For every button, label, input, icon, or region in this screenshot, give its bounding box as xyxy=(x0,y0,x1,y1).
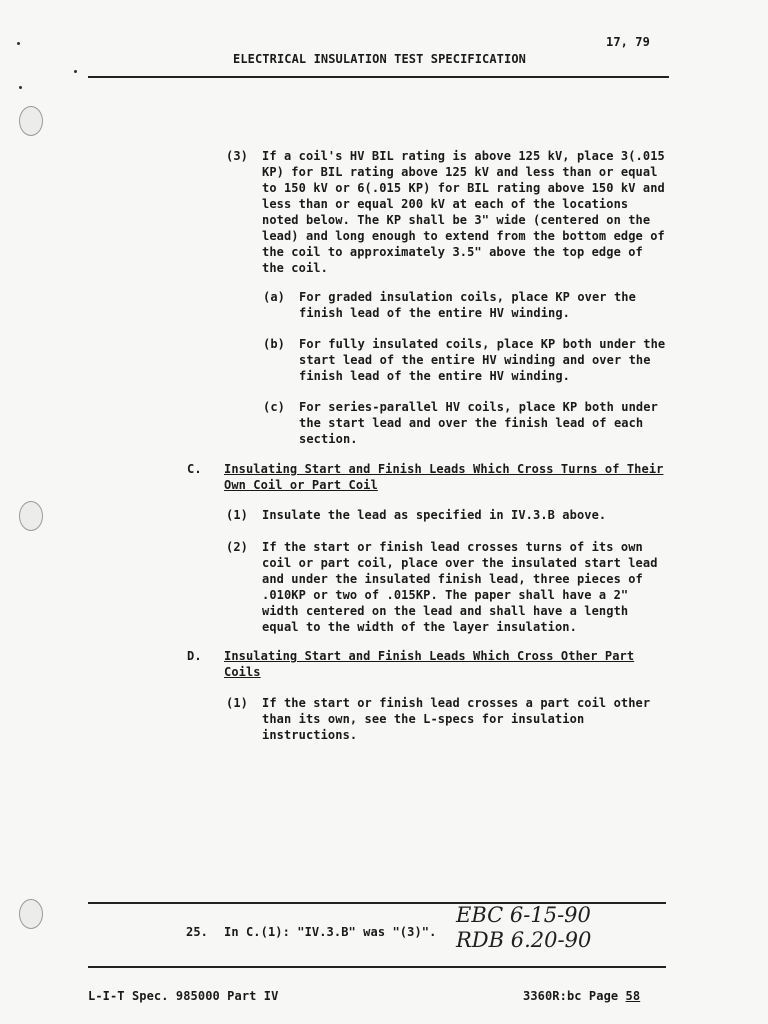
scan-speck xyxy=(19,86,22,89)
item-line: noted below. The KP shall be 3" wide (centered on the xyxy=(262,213,651,227)
scan-speck xyxy=(17,42,20,45)
footer-spec: L-I-T Spec. 985000 Part IV xyxy=(88,989,279,1003)
section-heading: Coils xyxy=(224,665,261,679)
item-line: lead) and long enough to extend from the bottom edge of xyxy=(262,229,665,243)
item-line: instructions. xyxy=(262,728,358,742)
punch-hole xyxy=(19,106,43,136)
section-heading: Insulating Start and Finish Leads Which Cross Other Part xyxy=(224,649,635,663)
subitem-line: For series-parallel HV coils, place KP both under xyxy=(299,400,658,414)
revision-number: 25. xyxy=(186,925,208,939)
item-line: the coil. xyxy=(262,261,328,275)
item-number: (1) xyxy=(226,696,248,710)
item-line: Insulate the lead as specified in IV.3.B above. xyxy=(262,508,607,522)
punch-hole xyxy=(19,501,43,531)
item-line: If the start or finish lead crosses a part coil other xyxy=(262,696,651,710)
scan-speck xyxy=(74,70,77,73)
subitem-line: For graded insulation coils, place KP over the xyxy=(299,290,636,304)
section-letter: C. xyxy=(187,462,202,476)
item-line: If a coil's HV BIL rating is above 125 kV, place 3(.015 xyxy=(262,149,665,163)
handwritten-initials-date: EBC 6-15-90 xyxy=(456,903,591,927)
item-line: than its own, see the L-specs for insulation xyxy=(262,712,585,726)
item-number: (1) xyxy=(226,508,248,522)
subitem-line: finish lead of the entire HV winding. xyxy=(299,306,571,320)
item-line: and under the insulated finish lead, three pieces of xyxy=(262,572,643,586)
item-number: (3) xyxy=(226,149,248,163)
document-title: ELECTRICAL INSULATION TEST SPECIFICATION xyxy=(233,52,526,66)
subitem-label: (b) xyxy=(263,337,285,351)
item-number: (2) xyxy=(226,540,248,554)
subitem-label: (c) xyxy=(263,400,285,414)
item-line: width centered on the lead and shall have a length xyxy=(262,604,629,618)
section-letter: D. xyxy=(187,649,202,663)
revision-rule-bottom xyxy=(88,966,666,968)
header-rule xyxy=(88,76,669,78)
page-number: 58 xyxy=(625,989,641,1003)
section-heading: Own Coil or Part Coil xyxy=(224,478,378,492)
handwritten-initials-date: RDB 6.20-90 xyxy=(456,928,592,952)
subitem-line: section. xyxy=(299,432,358,446)
document-ref-number: 17, 79 xyxy=(606,35,650,49)
footer-page-prefix: 3360R:bc Page xyxy=(523,989,626,1003)
item-line: equal to the width of the layer insulation. xyxy=(262,620,577,634)
item-line: less than or equal 200 kV at each of the locations xyxy=(262,197,629,211)
section-heading: Insulating Start and Finish Leads Which Cross Turns of Their xyxy=(224,462,664,476)
item-line: coil or part coil, place over the insulated start lead xyxy=(262,556,658,570)
item-line: If the start or finish lead crosses turns of its own xyxy=(262,540,643,554)
item-line: .010KP or two of .015KP. The paper shall have a 2" xyxy=(262,588,629,602)
footer-page xyxy=(523,988,640,1004)
item-line: KP) for BIL rating above 125 kV and less than or equal xyxy=(262,165,658,179)
revision-note: In C.(1): "IV.3.B" was "(3)". xyxy=(224,925,437,939)
subitem-line: For fully insulated coils, place KP both under the xyxy=(299,337,666,351)
subitem-line: start lead of the entire HV winding and over the xyxy=(299,353,651,367)
subitem-label: (a) xyxy=(263,290,285,304)
subitem-line: the start lead and over the finish lead of each xyxy=(299,416,644,430)
item-line: the coil to approximately 3.5" above the top edge of xyxy=(262,245,643,259)
punch-hole xyxy=(19,899,43,929)
item-line: to 150 kV or 6(.015 KP) for BIL rating above 150 kV and xyxy=(262,181,665,195)
subitem-line: finish lead of the entire HV winding. xyxy=(299,369,571,383)
